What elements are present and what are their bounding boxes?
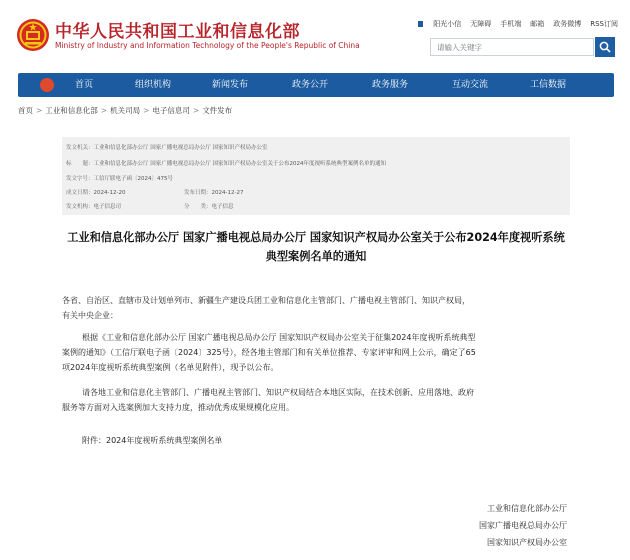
nav-item-home[interactable]: 首页	[75, 80, 94, 90]
meta-title-row	[66, 159, 386, 167]
meta-docno-value: 工信厅联电子函〔2024〕475号	[93, 176, 174, 182]
breadcrumb: 首页 > 工业和信息化部 > 机关司局 > 电子信息司 > 文件发布	[18, 106, 233, 115]
search-button[interactable]	[595, 37, 615, 57]
nav-item-services[interactable]: 政务服务	[372, 80, 409, 90]
meta-issuer-value: 工业和信息化部办公厅 国家广播电视总局办公厅 国家知识产权局办公室	[93, 145, 268, 151]
meta-org-row	[66, 202, 121, 210]
article-title-line: 工业和信息化部办公厅 国家广播电视总局办公厅 国家知识产权局办公室关于公布2024年度视听系统	[67, 231, 565, 244]
article-title	[60, 228, 572, 266]
toplink-mobile[interactable]: 手机端	[500, 20, 522, 28]
signature-miit: 工业和信息化部办公厅	[487, 504, 567, 513]
toplink-rss[interactable]: RSS订阅	[590, 20, 618, 28]
paragraph-1-cont	[62, 345, 572, 375]
main-nav	[18, 73, 614, 97]
salutation-line: 有关中央企业：	[62, 311, 118, 320]
sunshine-icon	[417, 20, 424, 28]
breadcrumb-electronics-dept[interactable]: 电子信息司	[152, 106, 190, 115]
meta-issuer-label: 发文机关：	[66, 145, 94, 151]
meta-title-label: 标 题：	[66, 161, 94, 167]
toplink-sunshine[interactable]: 阳光小信	[433, 20, 462, 28]
meta-docno-row	[66, 174, 173, 182]
meta-org-label: 发文机构：	[66, 204, 94, 210]
salutation-line: 各省、自治区、直辖市及计划单列市、新疆生产建设兵团工业和信息化主管部门、广播电视主管部门、知识产权局，	[62, 296, 470, 305]
meta-pubdate-value: 2024-12-27	[211, 190, 244, 196]
site-title-english: Ministry of Industry and Information Technology of the People's Republic of China	[55, 41, 360, 50]
paragraph-line: 请各地工业和信息化主管部门、广播电视主管部门、知识产权局结合本地区实际，在技术创新、应用落地、政府	[82, 388, 474, 397]
nav-item-organization[interactable]: 组织机构	[135, 80, 172, 90]
breadcrumb-departments[interactable]: 机关司局	[110, 106, 141, 115]
document-meta-box	[62, 137, 570, 215]
breadcrumb-ministry[interactable]: 工业和信息化部	[45, 106, 98, 115]
home-icon[interactable]	[40, 78, 54, 92]
search-icon	[599, 41, 611, 53]
signature-nrta: 国家广播电视总局办公厅	[479, 521, 567, 530]
paragraph-1	[62, 330, 572, 345]
article-title-line: 典型案例名单的通知	[265, 250, 367, 263]
nav-item-public-affairs[interactable]: 政务公开	[292, 80, 329, 90]
meta-docno-label: 发文字号：	[66, 176, 94, 182]
top-links	[417, 19, 618, 29]
salutation	[62, 293, 572, 323]
nav-item-news[interactable]: 新闻发布	[212, 80, 249, 90]
meta-pubdate-row	[184, 188, 243, 196]
meta-issuer-row	[66, 143, 268, 151]
meta-class-label: 分 类：	[184, 204, 212, 210]
paragraph-line: 案例的通知》（工信厅联电子函〔2024〕325号），经各地主管部门和有关单位推荐、专家评审和网上公示，确定了65	[62, 348, 476, 357]
nav-item-interaction[interactable]: 互动交流	[452, 80, 489, 90]
search-input[interactable]	[430, 38, 594, 56]
meta-date-value: 2024-12-20	[93, 190, 126, 196]
toplink-accessibility[interactable]: 无障碍	[470, 20, 492, 28]
meta-class-row	[184, 202, 234, 210]
meta-date-row	[66, 188, 125, 196]
site-header	[0, 0, 630, 66]
paragraph-line: 根据《工业和信息化部办公厅 国家广播电视总局办公厅 国家知识产权局办公室关于征集2024年度视听系统典型	[82, 333, 476, 342]
national-emblem-icon	[16, 18, 50, 52]
meta-org-value: 电子信息司	[93, 204, 122, 210]
attachment-link[interactable]: 附件：2024年度视听系统典型案例名单	[82, 436, 223, 445]
signature-cnipa: 国家知识产权局办公室	[487, 538, 567, 547]
meta-title-value: 工业和信息化部办公厅 国家广播电视总局办公厅 国家知识产权局办公室关于公布2024年度视听系统典型案例名单的通知	[93, 161, 387, 167]
breadcrumb-home[interactable]: 首页	[18, 106, 33, 115]
breadcrumb-documents[interactable]: 文件发布	[202, 106, 233, 115]
paragraph-line: 服务等方面对入选案例加大支持力度，推动优秀成果规模化应用。	[62, 403, 294, 412]
meta-class-value: 电子信息	[211, 204, 234, 210]
meta-date-label: 成文日期：	[66, 190, 94, 196]
site-title[interactable]: 中华人民共和国工业和信息化部	[55, 22, 300, 42]
meta-pubdate-label: 发布日期：	[184, 190, 212, 196]
toplink-mail[interactable]: 邮箱	[530, 20, 545, 28]
paragraph-line: 项2024年度视听系统典型案例（名单见附件），现予以公布。	[62, 363, 279, 372]
paragraph-2	[62, 385, 572, 400]
toplink-weibo[interactable]: 政务微博	[553, 20, 582, 28]
nav-item-data[interactable]: 工信数据	[530, 80, 567, 90]
paragraph-2-cont	[62, 400, 572, 415]
